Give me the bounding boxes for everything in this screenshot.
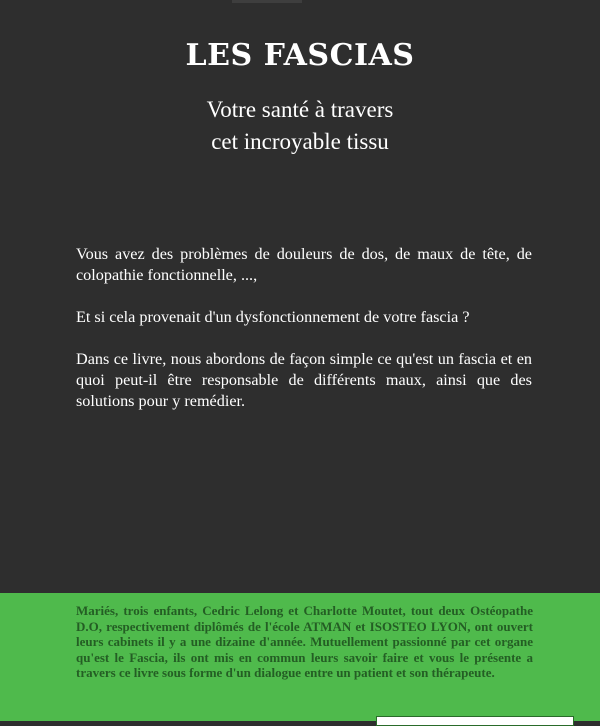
subtitle-line-1: Votre santé à travers [206, 97, 394, 122]
blurb-paragraph-1: Vous avez des problèmes de douleurs de dos, de maux de tête, de colopathie fonctionnelle, ..., [76, 245, 532, 284]
blurb-paragraph-3: Dans ce livre, nous abordons de façon simple ce qu'est un fascia et en quoi peut-il être responsable de différents maux, ainsi que des solutions pour y remédier. [76, 350, 532, 410]
author-bio-band [0, 593, 600, 721]
subtitle-line-2: cet incroyable tissu [211, 129, 389, 154]
author-bio: Mariés, trois enfants, Cedric Lelong et Charlotte Moutet, tout deux Ostéopathe D.O, respectivement diplômés de l'école ATMAN et ISOSTEO LYON, ont ouvert leurs cabinets il y a une dizaine d'année. Mutuellement passionné par cet organe qu'est le Fascia, ils ont mis en commun leurs savoir faire et vous le présente a travers ce livre sous forme d'un dialogue entre un patient et son thérapeute. [76, 603, 533, 681]
blurb-paragraph-2: Et si cela provenait d'un dysfonctionnement de votre fascia ? [76, 308, 470, 326]
book-title: LES FASCIAS [185, 38, 415, 73]
top-edge-mark [232, 0, 302, 3]
blurb [76, 244, 532, 433]
barcode-area [376, 716, 574, 726]
book-subtitle [0, 94, 600, 158]
